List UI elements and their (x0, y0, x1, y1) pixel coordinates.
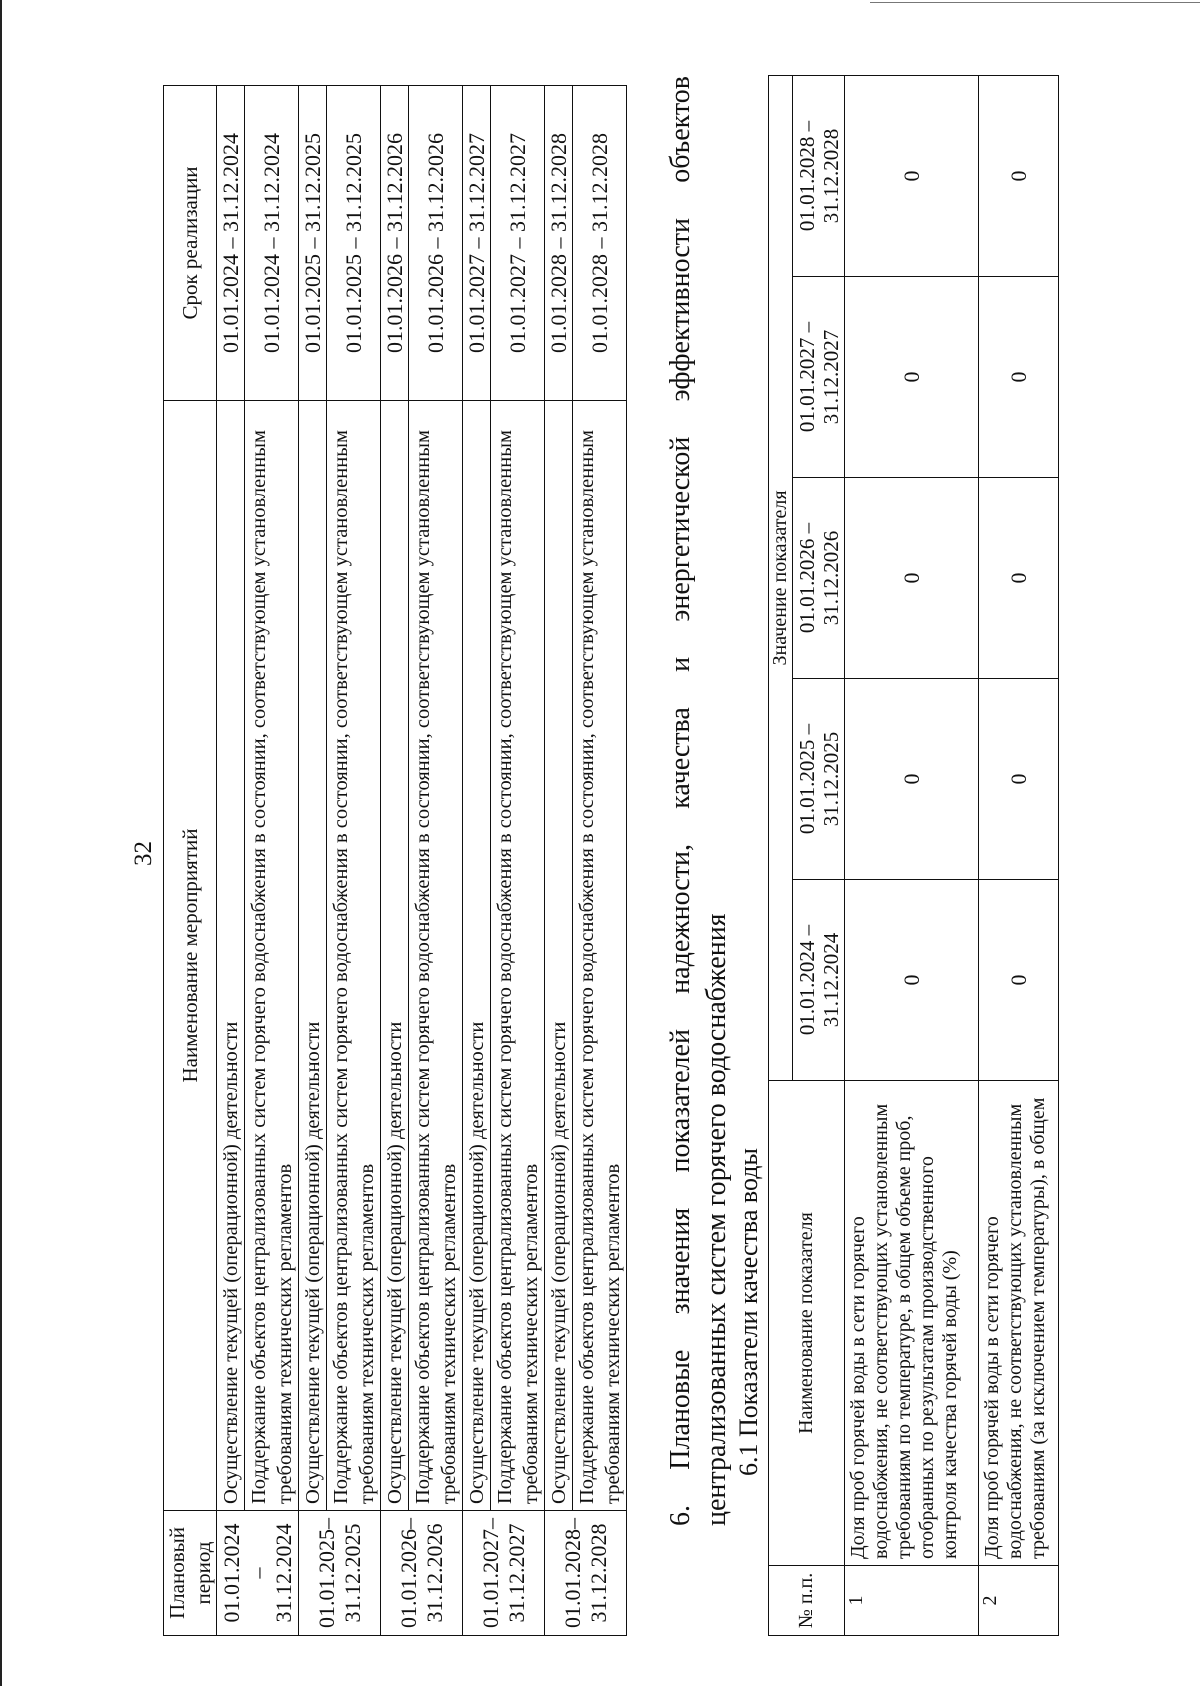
term-cell: 01.01.2028 – 31.12.2028 (545, 86, 573, 401)
value-cell: 0 (845, 880, 979, 1081)
indicator-name: Доля проб горячей воды в сети горячего водоснабжения, не соответствующих установленным требованиям по температуре, в общем объеме проб, отобранных по результатам производственного контроля качества горячей воды (%) (845, 1081, 979, 1566)
header-value-group: Значение показателя (769, 75, 793, 1080)
header-period: Плановый период (164, 1511, 217, 1636)
header-period-2026: 01.01.2026 – 31.12.2026 (793, 478, 845, 679)
indicators-table (768, 75, 1059, 1636)
header-period-2024: 01.01.2024 – 31.12.2024 (793, 880, 845, 1081)
measure-cell: Поддержание объектов централизованных систем горячего водоснабжения в состоянии, соответствующем установленным требованиям технических регламентов (573, 401, 627, 1511)
header-period-2025: 01.01.2025 – 31.12.2025 (793, 679, 845, 880)
table-row (845, 75, 979, 1635)
table-row (381, 86, 409, 1636)
term-cell: 01.01.2024 – 31.12.2024 (217, 86, 245, 401)
measure-cell: Осуществление текущей (операционной) деятельности (299, 401, 327, 1511)
table-row (409, 86, 463, 1636)
header-measure: Наименование мероприятий (164, 401, 217, 1511)
measure-cell: Поддержание объектов централизованных систем горячего водоснабжения в состоянии, соответствующем установленным требованиям технических регламентов (491, 401, 545, 1511)
table-row (327, 86, 381, 1636)
value-cell: 0 (845, 277, 979, 478)
period-cell: 01.01.2026– 31.12.2026 (381, 1511, 463, 1636)
header-num: № п.п. (769, 1566, 845, 1636)
table-row (245, 86, 299, 1636)
row-num: 2 (979, 1566, 1059, 1636)
measures-table (163, 85, 627, 1636)
value-cell: 0 (979, 880, 1059, 1081)
term-cell: 01.01.2025 – 31.12.2025 (327, 86, 381, 401)
table-row (299, 86, 327, 1636)
header-indicator-name: Наименование показателя (769, 1081, 845, 1566)
measure-cell: Осуществление текущей (операционной) деятельности (217, 401, 245, 1511)
measure-cell: Поддержание объектов централизованных систем горячего водоснабжения в состоянии, соответствующем установленным требованиям технических регламентов (245, 401, 299, 1511)
table-row (463, 86, 491, 1636)
value-cell: 0 (845, 478, 979, 679)
term-cell: 01.01.2027 – 31.12.2027 (491, 86, 545, 401)
measures-table-header (164, 86, 217, 1636)
term-cell: 01.01.2027 – 31.12.2027 (463, 86, 491, 401)
measure-cell: Осуществление текущей (операционной) деятельности (381, 401, 409, 1511)
section-heading-continued: централизованных систем горячего водоснабжения (701, 913, 732, 1526)
value-cell: 0 (979, 679, 1059, 880)
term-cell: 01.01.2026 – 31.12.2026 (381, 86, 409, 401)
indicator-name: Доля проб горячей воды в сети горячего водоснабжения, не соответствующих установленным требованиям (за исключением температуры), в общем (979, 1081, 1059, 1566)
subsection-heading: 6.1 Показатели качества воды (734, 1148, 763, 1476)
period-cell: 01.01.2024 – 31.12.2024 (217, 1511, 299, 1636)
section-heading: 6. Плановые значения показателей надежности, качества и энергетической эффективности объектов (665, 76, 696, 1526)
term-cell: 01.01.2028 – 31.12.2028 (573, 86, 627, 401)
value-cell: 0 (979, 277, 1059, 478)
page-number: 32 (130, 841, 157, 866)
period-cell: 01.01.2025– 31.12.2025 (299, 1511, 381, 1636)
term-cell: 01.01.2024 – 31.12.2024 (245, 86, 299, 401)
term-cell: 01.01.2026 – 31.12.2026 (409, 86, 463, 401)
measure-cell: Осуществление текущей (операционной) деятельности (463, 401, 491, 1511)
measure-cell: Поддержание объектов централизованных систем горячего водоснабжения в состоянии, соответствующем установленным требованиям технических регламентов (327, 401, 381, 1511)
header-period-2028: 01.01.2028 – 31.12.2028 (793, 75, 845, 276)
value-cell: 0 (845, 75, 979, 276)
measure-cell: Поддержание объектов централизованных систем горячего водоснабжения в состоянии, соответствующем установленным требованиям технических регламентов (409, 401, 463, 1511)
indicators-header-row-1 (769, 75, 793, 1635)
table-row (573, 86, 627, 1636)
value-cell: 0 (845, 679, 979, 880)
table-row (217, 86, 245, 1636)
value-cell: 0 (979, 478, 1059, 679)
value-cell: 0 (979, 75, 1059, 276)
header-period-2027: 01.01.2027 – 31.12.2027 (793, 277, 845, 478)
table-row (545, 86, 573, 1636)
table-row (979, 75, 1059, 1635)
header-term: Срок реализации (164, 86, 217, 401)
row-num: 1 (845, 1566, 979, 1636)
period-cell: 01.01.2027– 31.12.2027 (463, 1511, 545, 1636)
period-cell: 01.01.2028– 31.12.2028 (545, 1511, 627, 1636)
measure-cell: Осуществление текущей (операционной) деятельности (545, 401, 573, 1511)
term-cell: 01.01.2025 – 31.12.2025 (299, 86, 327, 401)
table-row (491, 86, 545, 1636)
